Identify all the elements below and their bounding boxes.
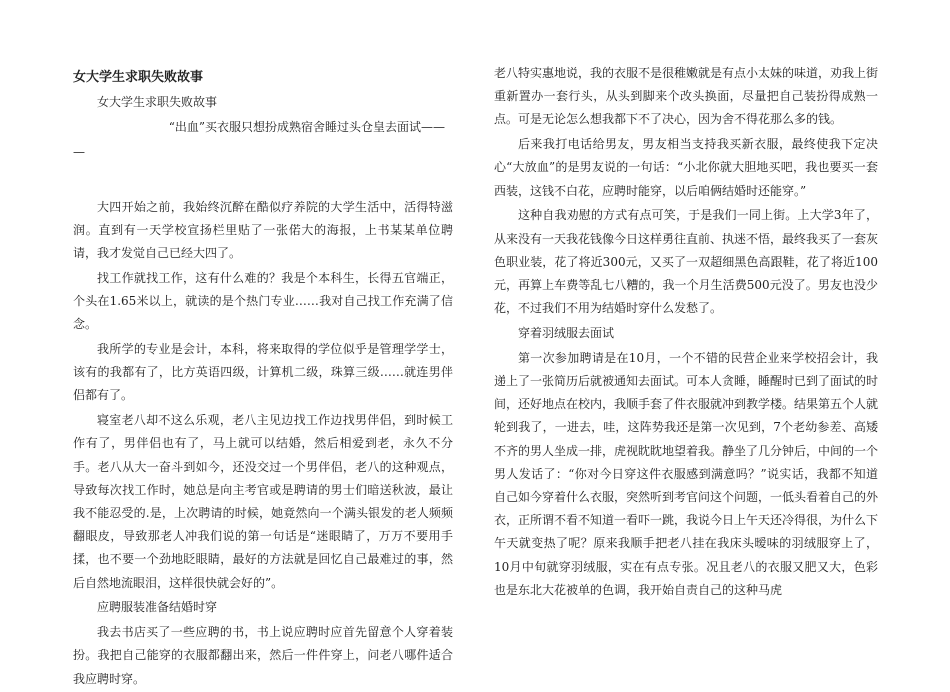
paragraph: 这种自我劝慰的方式有点可笑，于是我们一同上街。上大学3年了，从来没有一天我花钱像今日这样勇往直前、执迷不悟，最终我买了一套灰色职业装，花了将近300元，又买了一双超细黑色高跟鞋，花了将近100元，再算上车费等乱七八糟的，我一个月生活费500元没了。男友也没少花，不过我们不用为结婚时穿什么发愁了。 [494,208,879,316]
document-subtitle: 女大学生求职失败故事 [97,95,218,110]
document-title: 女大学生求职失败故事 [73,70,204,85]
document-tagline: “出血”买衣服只想扮成熟宿舍睡过头仓皇去面试—— [168,120,445,134]
paragraph: 我去书店买了一些应聘的书，书上说应聘时应首先留意个人穿着装扮。我把自己能穿的衣服都翻出来，然后一件件穿上，问老八哪件适合我应聘时穿。 [73,625,453,686]
spacer [73,166,453,196]
paragraph: 大四开始之前，我始终沉醉在酷似疗养院的大学生活中，活得特滋润。直到有一天学校宣扬栏里贴了一张偌大的海报，上书某某单位聘请，我才发觉自己已经大四了。 [73,199,453,260]
paragraph: 我所学的专业是会计，本科，将来取得的学位似乎是管理学学士，该有的我都有了，比方英语四级，计算机二级，珠算三级……就连男伴侣都有了。 [73,342,453,403]
paragraph: 后来我打电话给男友，男友相当支持我买新衣服，最终使我下定决心“大放血”的是男友说的一句话：“小北你就大胆地买吧，我也要买一套西装，这钱不白花，应聘时能穿，以后咱俩结婚时还能穿。” [494,137,878,198]
section-heading: 穿着羽绒服去面试 [518,326,615,341]
paragraph: 第一次参加聘请是在10月，一个不错的民营企业来学校招会计，我递上了一张简历后就被通知去面试。可本人贪睡，睡醒时已到了面试的时间，还好地点在校内，我顺手套了件衣服就冲到教学楼。结果第五个人就轮到我了，一进去，哇，这阵势我还是第一次见到，7个老幼参差、高矮不齐的男人坐成一排，虎视眈眈地望着我。静坐了几分钟后，中间的一个男人发话了：“你对今日穿这件衣服感到满意吗？”说实话，我都不知道自己如今穿着什么衣服，突然听到考官问这个问题，一低头看着自己的外衣，正所谓不看不知道一看吓一跳，我说今日上午天还冷得很，为什么下午天就变热了呢？原来我顺手把老八挂在我床头暧味的羽绒服穿上了，10月中旬就穿羽绒服，实在有点专张。况且老八的衣服又肥又大，色彩也是东北大花被单的色调，我开始自责自己的这种马虎 [494,350,879,597]
left-column [73,66,453,692]
paragraph: 找工作就找工作，这有什么难的？我是个本科生，长得五官端正，个头在1.65米以上，就读的是个热门专业……我对自己找工作充满了信念。 [73,270,453,332]
right-column [494,62,878,604]
document-tagline-cont: — [73,144,85,159]
paragraph-continued: 老八特实惠地说，我的衣服不是很稚嫩就是有点小太妹的味道，劝我上街重新置办一套行头，从头到脚来个改头换面，尽量把自己装扮得成熟一点。可是无论怎么想我都下不了决心，因为舍不得花那么多的钱。 [494,66,879,127]
section-heading: 应聘服装准备结婚时穿 [97,600,218,615]
paragraph: 寝室老八却不这么乐观，老八主见边找工作边找男伴侣，到时候工作有了，男伴侣也有了，马上就可以结婚，然后相爱到老，永久不分手。老八从大一奋斗到如今，还没交过一个男伴侣，老八的这种观点，导致每次找工作时，她总是向主考官或是聘请的男士们暗送秋波，最让我不能忍受的.是，上次聘请的时候，她竟然向一个满头银发的老人频频翻眼皮，导致那老人冲我们说的第一句话是“迷眼睛了，万万不要用手揉，也不要一个劲地眨眼睛，最好的方法就是回忆自己最难过的事，然后自然地流眼泪，这样很快就会好的”。 [73,413,453,590]
